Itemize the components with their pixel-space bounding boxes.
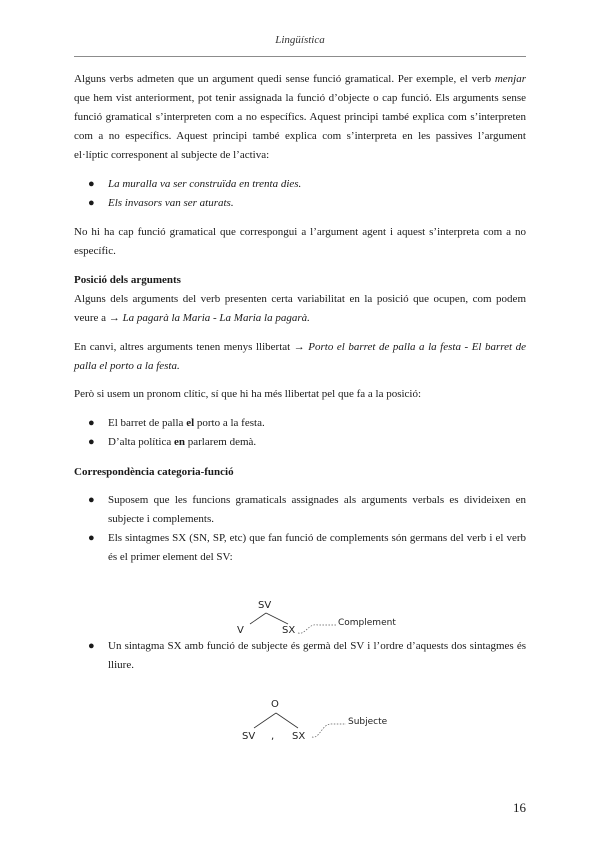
section-title-correspondencia: Correspondència categoria-funció (74, 466, 234, 478)
bullet-icon: ● (88, 417, 95, 429)
clitic-examples-list (74, 414, 526, 452)
list-item: ● El barret de palla el porto a la festa. (74, 414, 526, 433)
list-item: ● Els invasors van ser aturats. (74, 194, 526, 213)
tree-node-sx: SX (282, 625, 296, 636)
tree-diagram-lines-2 (74, 675, 526, 757)
list-item: ● D’alta política en parlarem demà. (74, 433, 526, 452)
tree-node-o: O (271, 699, 279, 710)
tree-node-sv: SV (258, 600, 272, 611)
header-rule (74, 56, 526, 57)
tree-annotation-complement: Complement (338, 618, 396, 628)
bullet-icon: ● (88, 197, 95, 209)
tree-diagram-lines (74, 567, 526, 637)
clitic-paragraph: Però si usem un pronom clític, sí que hi ha més llibertat pel que fa a la posició: (74, 388, 422, 400)
bullet-icon: ● (88, 532, 95, 544)
bullet-icon: ● (88, 436, 95, 448)
tree-comma: , (271, 731, 275, 742)
no-specific-paragraph: No hi ha cap funció gramatical que correspongui a l’argument agent i aquest s’interpreta com a no específic. (74, 226, 526, 257)
bullet-icon: ● (88, 640, 95, 652)
tree-node-v: V (237, 625, 244, 636)
list-item: ● Un sintagma SX amb funció de subjecte és germà del SV i l’ordre d’aquests dos sintagmes és lliure. (74, 637, 526, 675)
tree-diagram-complement (74, 567, 526, 637)
list-item: ● Suposem que les funcions gramaticals assignades als arguments verbals es divideixen en subjecte i complements. (74, 491, 526, 529)
tree-annotation-subjecte: Subjecte (348, 717, 388, 727)
correspondence-list-cont (74, 637, 526, 675)
tree-diagram-subjecte (74, 675, 526, 757)
altres-paragraph: En canvi, altres arguments tenen menys llibertat → Porto el barret de palla a la festa - El barret de palla el porto a la festa. (74, 341, 527, 372)
tree-node-sx2: SX (292, 731, 306, 742)
arrow-icon: → (108, 312, 120, 324)
position-paragraph: Alguns dels arguments del verb presenten certa variabilitat en la posició que ocupen, com podem veure a → La pagarà la Maria - La Maria la pagarà. (74, 293, 526, 324)
arrow-icon: → (293, 341, 305, 353)
list-item: ● Els sintagmes SX (SN, SP, etc) que fan funció de complements són germans del verb i el verb és el primer element del SV: (74, 529, 526, 567)
passive-examples-list (74, 175, 526, 213)
verb-menjar: menjar (494, 73, 526, 85)
page-content (74, 70, 526, 757)
bullet-icon: ● (88, 178, 95, 190)
running-header: Lingüística (275, 34, 325, 46)
bullet-icon: ● (88, 494, 95, 506)
section-title-posicio: Posició dels arguments (74, 274, 181, 286)
list-item: ● La muralla va ser construïda en trenta dies. (74, 175, 526, 194)
intro-paragraph: Alguns verbs admeten que un argument quedi sense funció gramatical. Per exemple, el verb menjar que hem vist anteriorment, pot tenir assignada la funció d’objecte o cap funció. Els arguments sense funció gramatical s’interpreten com a no específics. Aquest principi també explica com s’interpreten com a no específics. Aquest principi també explica com s’interpreta en les passives l’argument el·líptic corresponent al subjecte de l’activa: (74, 73, 526, 161)
tree-node-sv2: SV (242, 731, 256, 742)
correspondence-list (74, 491, 526, 567)
page-number: 16 (513, 800, 526, 815)
